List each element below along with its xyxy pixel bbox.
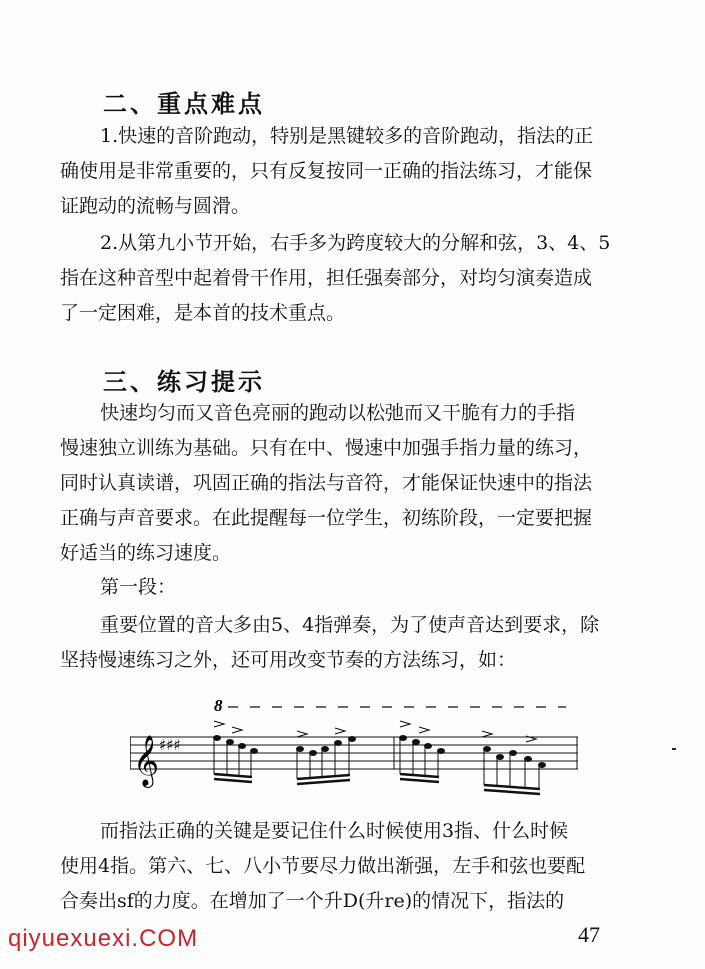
- text-line: 同时认真读谱，巩固正确的指法与音符，才能保证快速中的指法: [60, 472, 593, 494]
- section-heading-key-difficulties: 二、重点难点: [103, 90, 265, 118]
- text-line: 指在这种音型中起着骨干作用，担任强奏部分，对均匀演奏造成: [60, 267, 593, 289]
- accent-mark: [297, 731, 307, 737]
- paragraph-intro: [60, 396, 645, 571]
- text-line: 重要位置的音大多由5、4指弹奏，为了使声音达到要求，除: [100, 614, 600, 636]
- print-speck: [672, 748, 676, 750]
- text-line: 好适当的练习速度。: [60, 542, 232, 564]
- paragraph-closing: [60, 814, 645, 919]
- text-line: 正确与声音要求。在此提醒每一位学生，初练阶段，一定要把握: [60, 507, 593, 529]
- note-group-3: [399, 721, 445, 782]
- accent-mark: [214, 721, 224, 727]
- note-group-1: [213, 721, 258, 782]
- paragraph-item-2: [60, 226, 645, 331]
- accent-mark: [419, 727, 429, 733]
- text-line: 而指法正确的关键是要记住什么时候使用3指、什么时候: [100, 820, 569, 842]
- key-signature: ♯♯♯: [159, 736, 181, 754]
- note-group-2: [296, 728, 356, 784]
- accent-mark: [400, 721, 410, 727]
- text-line: 使用4指。第六、七、八小节要尽力做出渐强，左手和弦也要配: [60, 855, 586, 877]
- text-line: 慢速独立训练为基础。只有在中、慢速中加强手指力量的练习，: [60, 437, 593, 459]
- text-line: 2.从第九小节开始，右手多为跨度较大的分解和弦，3、4、5: [100, 232, 611, 254]
- accent-mark: [482, 731, 492, 737]
- text-line: 快速均匀而又音色亮丽的跑动以松弛而又干脆有力的手指: [100, 402, 576, 424]
- site-watermark: qiyuexuexi.COM: [8, 925, 199, 952]
- treble-clef-icon: 𝄞: [133, 735, 160, 786]
- text-line: 1.快速的音阶跑动，特别是黑键较多的音阶跑动，指法的正: [100, 125, 594, 147]
- text-line: 了一定困难，是本首的技术重点。: [60, 302, 346, 324]
- octave-mark: 8: [214, 696, 223, 715]
- text-line: 证跑动的流畅与圆滑。: [60, 195, 251, 217]
- paragraph-part-one: [60, 608, 645, 678]
- text-line: 合奏出sf的力度。在增加了一个升D(升re)的情况下，指法的: [60, 890, 565, 912]
- text-line: 坚持慢速练习之外，还可用改变节奏的方法练习，如：: [60, 649, 517, 671]
- section-heading-practice-tips: 三、练习提示: [103, 368, 265, 396]
- part-one-label: 第一段：: [100, 576, 177, 598]
- music-notation-excerpt: [130, 695, 580, 805]
- paragraph-item-1: [60, 119, 645, 224]
- note-group-4: [482, 731, 546, 794]
- text-line: 确使用是非常重要的，只有反复按同一正确的指法练习，才能保: [60, 160, 593, 182]
- accent-mark: [232, 727, 242, 733]
- accent-mark: [335, 728, 345, 734]
- page-number: 47: [578, 922, 600, 947]
